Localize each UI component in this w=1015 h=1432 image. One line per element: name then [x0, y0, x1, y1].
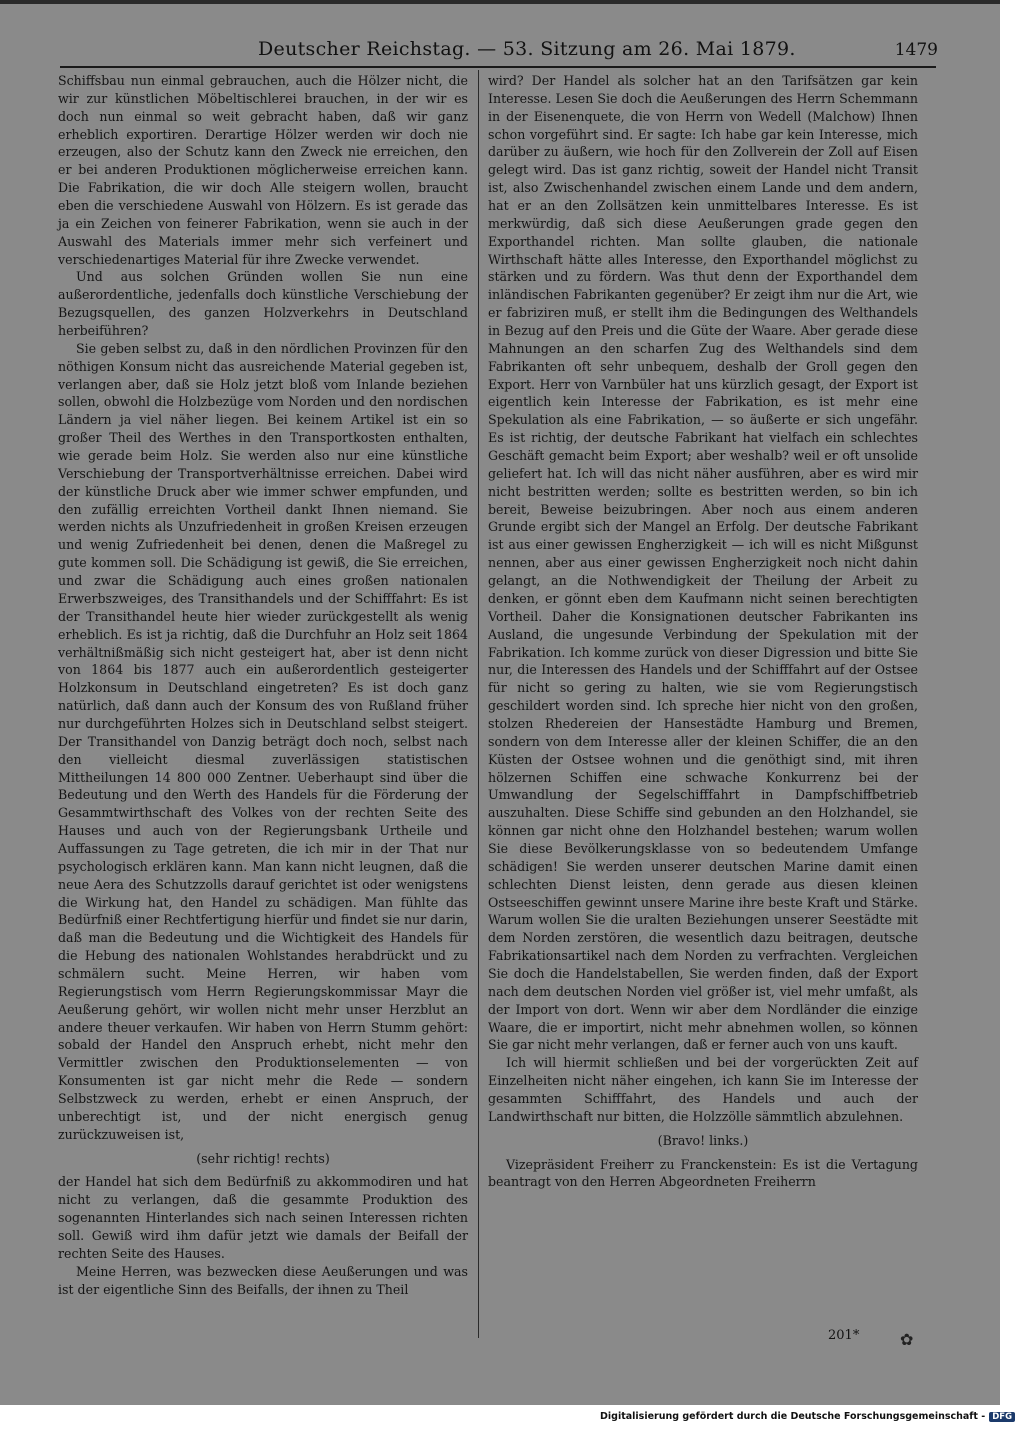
page-header	[0, 38, 1000, 68]
paragraph: Vizepräsident Freiherr zu Franckenstein: Es ist die Vertagung beantragt von den Herren Abgeordneten Freiherrn	[488, 1156, 918, 1190]
page-number: 1479	[894, 40, 938, 60]
scan-top-edge	[0, 0, 1000, 4]
signature-mark: 201*	[828, 1328, 860, 1343]
header-rule	[60, 66, 936, 68]
printer-ornament-icon: ✿	[900, 1330, 914, 1349]
interjection: (Bravo! links.)	[657, 1132, 749, 1148]
footer-text: Digitalisierung gefördert durch die Deutsche Forschungsgemeinschaft -	[600, 1411, 986, 1422]
paragraph: Und aus solchen Gründen wollen Sie nun eine außerordentliche, jedenfalls doch künstliche Verschiebung der Bezugsquellen, des ganzen Holzverkehrs in Deutschland herbeiführen?	[58, 269, 468, 339]
right-column	[488, 72, 918, 1191]
digitization-footer	[600, 1411, 1015, 1422]
interjection: (sehr richtig! rechts)	[196, 1150, 330, 1166]
paragraph: Ich will hiermit schließen und bei der vorgerückten Zeit auf Einzelheiten nicht näher eingehen, ich kann Sie im Interesse der gesammten Schifffahrt, des Handels und auch der Landwirthschaft nur bitten, die Holzzölle sämmtlich abzulehnen.	[488, 1055, 918, 1124]
running-title: Deutscher Reichstag. — 53. Sitzung am 26. Mai 1879.	[258, 38, 796, 60]
paragraph: Meine Herren, was bezwecken diese Aeußerungen und was ist der eigentliche Sinn des Beifalls, der ihnen zu Theil	[58, 1263, 468, 1297]
dfg-logo: DFG	[989, 1412, 1015, 1422]
paragraph: wird? Der Handel als solcher hat an den Tarifsätzen gar kein Interesse. Lesen Sie doch die Aeußerungen des Herrn Schemmann in der Eisenenquete, die von Herrn von Wedell (Malchow) Ihnen schon vorgeführt sind. Er sagte: Ich habe gar kein Interesse, mich darüber zu äußern, wie hoch für den Zollverein der Zoll auf Eisen gelegt wird. Das ist ganz richtig, soweit der Handel nicht Transit ist, also Zwischenhandel zwischen einem Lande und dem andern, hat er an den Zollsätzen kein unmittelbares Interesse. Es ist merkwürdig, daß sich diese Aeußerungen grade gegen den Exporthandel richten. Man sollte glauben, die nationale Wirthschaft hätte alles Interesse, den Exporthandel möglichst zu stärken und zu fördern. Was thut denn der Exporthandel dem inländischen Fabrikanten gegenüber? Er zeigt ihm nur die Art, wie er fabriziren muß, er stellt ihm die Bedingungen des Welthandels in Bezug auf den Preis und die Güte der Waare. Aber gerade diese Mahnungen an den scharfen Zug des Welthandels sind dem Fabrikanten oft sehr unbequem, deshalb der Groll gegen den Export. Herr von Varnbüler hat uns kürzlich gesagt, der Export ist eigentlich kein Interesse der Fabrikation, es ist mehr eine Spekulation als eine Fabrikation, — so äußerte er sich ungefähr. Es ist richtig, der deutsche Fabrikant hat vielfach ein schlechtes Geschäft gemacht beim Export; aber weshalb? weil er oft unsolide geliefert hat. Ich will das nicht näher ausführen, aber es wird mir nicht bestritten werden; sollte es bestritten werden, so bin ich bereit, Beweise beizubringen. Aber noch aus einem anderen Grunde ergibt sich der Mangel an Erfolg. Der deutsche Fabrikant ist aus einer gewissen Engherzigkeit — ich will es nicht Mißgunst nennen, aber aus einer gewissen Engherzigkeit noch nicht dahin gelangt, an die Nothwendigkeit der Theilung der Arbeit zu denken, er gönnt eben dem Kaufmann nicht seinen berechtigten Vortheil. Daher die Konsignationen deutscher Fabrikanten ins Ausland, die ungesunde Verbindung der Spekulation mit der Fabrikation. Ich komme zurück von dieser Digression und bitte Sie nur, die Interessen des Handels und der Schifffahrt auf der Ostsee für nicht so gering zu halten, wie sie vom Regierungstisch geschildert worden sind. Ich spreche hier nicht von den großen, stolzen Rhedereien der Hansestädte Hamburg und Bremen, sondern von dem Interesse aller der kleinen Schiffer, die an den Küsten der Ostsee wohnen und die genöthigt sind, mit ihren hölzernen Schiffen eine schwache Konkurrenz bei der Umwandlung der Segelschifffahrt in Dampfschiffbetrieb auszuhalten. Diese Schiffe sind gebunden an den Holzhandel, sie können gar nicht ohne den Holzhandel bestehen; warum wollen Sie diese Bevölkerungsklasse von so bedeutendem Umfange schädigen! Sie werden unserer deutschen Marine damit einen schlechten Dienst leisten, denn gerade aus diesen kleinen Ostseeschiffen gewinnt unsere Marine ihre beste Kraft und Stärke. Warum wollen Sie die uralten Beziehungen unserer Seestädte mit dem Norden zerstören, die wesentlich dazu beitragen, deutsche Fabrikationsartikel nach dem Norden zu verfrachten. Vergleichen Sie doch die Handelstabellen, Sie werden finden, daß der Export nach dem deutschen Norden viel größer ist, viel mehr umfaßt, als der Import von dort. Wenn wir aber dem Nordländer die einzige Waare, die er importirt, nicht mehr abnehmen wollen, so können Sie gar nicht mehr verlangen, daß er ferner auch von uns kauft.	[488, 73, 918, 1053]
paragraph: Sie geben selbst zu, daß in den nördlichen Provinzen für den nöthigen Konsum nicht das ausreichende Material gegeben ist, verlangen aber, daß sie Holz jetzt bloß vom Inlande beziehen sollen, obwohl die Holzbezüge vom Norden und den nordischen Ländern ja viel näher liegen. Bei keinem Artikel ist ein so großer Theil des Werthes in den Transportkosten enthalten, wie gerade beim Holz. Sie werden also nur eine künstliche Verschiebung der Transportverhältnisse erreichen. Dabei wird der künstliche Druck aber wie immer schwer empfunden, und den zufällig erreichten Vortheil dankt Ihnen niemand. Sie werden nichts als Unzufriedenheit in großen Kreisen erzeugen und wenig Zufriedenheit bei denen, denen die Maßregel zu gute kommen soll. Die Schädigung ist gewiß, die Sie erreichen, und zwar die Schädigung auch eines großen nationalen Erwerbszweiges, des Transithandels und der Schifffahrt: Es ist der Transithandel heute hier wieder zurückgestellt als wenig erheblich. Es ist ja richtig, daß die Durchfuhr an Holz seit 1864 verhältnißmäßig sich nicht gesteigert hat, aber ist denn nicht von 1864 bis 1877 auch ein außerordentlich gesteigerter Holzkonsum in Deutschland eingetreten? Es ist doch ganz natürlich, daß dann auch der Konsum des von Rußland früher nur durchgeführten Holzes sich in Deutschland selbst steigert. Der Transithandel von Danzig beträgt doch noch, selbst nach den vielleicht diesmal zuverlässigen statistischen Mittheilungen 14 800 000 Zentner. Ueberhaupt sind über die Bedeutung und den Werth des Handels für die Förderung der Gesammtwirthschaft des Volkes von der rechten Seite des Hauses und auch von der Regierungsbank Urtheile und Auffassungen zu Tage getreten, die ich mir in der That nur psychologisch erklären kann. Man kann nicht leugnen, daß die neue Aera des Schutzzolls darauf gerichtet ist oder wenigstens die Wirkung hat, den Handel zu schädigen. Man fühlte das Bedürfniß einer Rechtfertigung hierfür und findet sie nur darin, daß man die Bedeutung und die Wichtigkeit des Handels für die Hebung des nationalen Wohlstandes herabdrückt und zu schmälern sucht. Meine Herren, wir haben vom Regierungstisch vom Herrn Regierungskommissar Mayr die Aeußerung gehört, wir wollen nicht mehr unser Herzblut an andere theuer verkaufen. Wir haben von Herrn Stumm gehört: sobald der Handel den Anspruch erhebt, nicht mehr den Vermittler zwischen den Produktionselementen — von Konsumenten ist gar nicht mehr die Rede — sondern Selbstzweck zu werden, erhebt er einen Anspruch, der unberechtigt ist, und der nicht energisch genug zurückzuweisen ist,	[58, 340, 468, 1142]
column-divider	[478, 70, 479, 1338]
paragraph: der Handel hat sich dem Bedürfniß zu akkommodiren und hat nicht zu verlangen, daß die gesammte Produktion des sogenannten Hinterlandes sich nach seinen Interessen richten soll. Gewiß wird ihm dafür jetzt wie damals der Beifall der rechten Seite des Hauses.	[58, 1174, 468, 1261]
paragraph: Schiffsbau nun einmal gebrauchen, auch die Hölzer nicht, die wir zur künstlichen Möbeltischlerei brauchen, in der wir es doch nun einmal so weit gebracht haben, daß wir ganz erheblich exportiren. Derartige Hölzer werden wir doch nie erzeugen, also der Schutz kann den Zweck nie erreichen, den er bei anderen Produktionen möglicherweise erreichen kann. Die Fabrikation, die wir doch Alle steigern wollen, braucht eben die verschiedene Auswahl von Hölzern. Es ist gerade das ja ein Zeichen von feinerer Fabrikation, wenn sie auch in der Auswahl des Materials immer mehr sich verfeinert und verschiedenartiges Material für ihre Zwecke verwendet.	[58, 73, 468, 267]
left-column	[58, 72, 468, 1298]
